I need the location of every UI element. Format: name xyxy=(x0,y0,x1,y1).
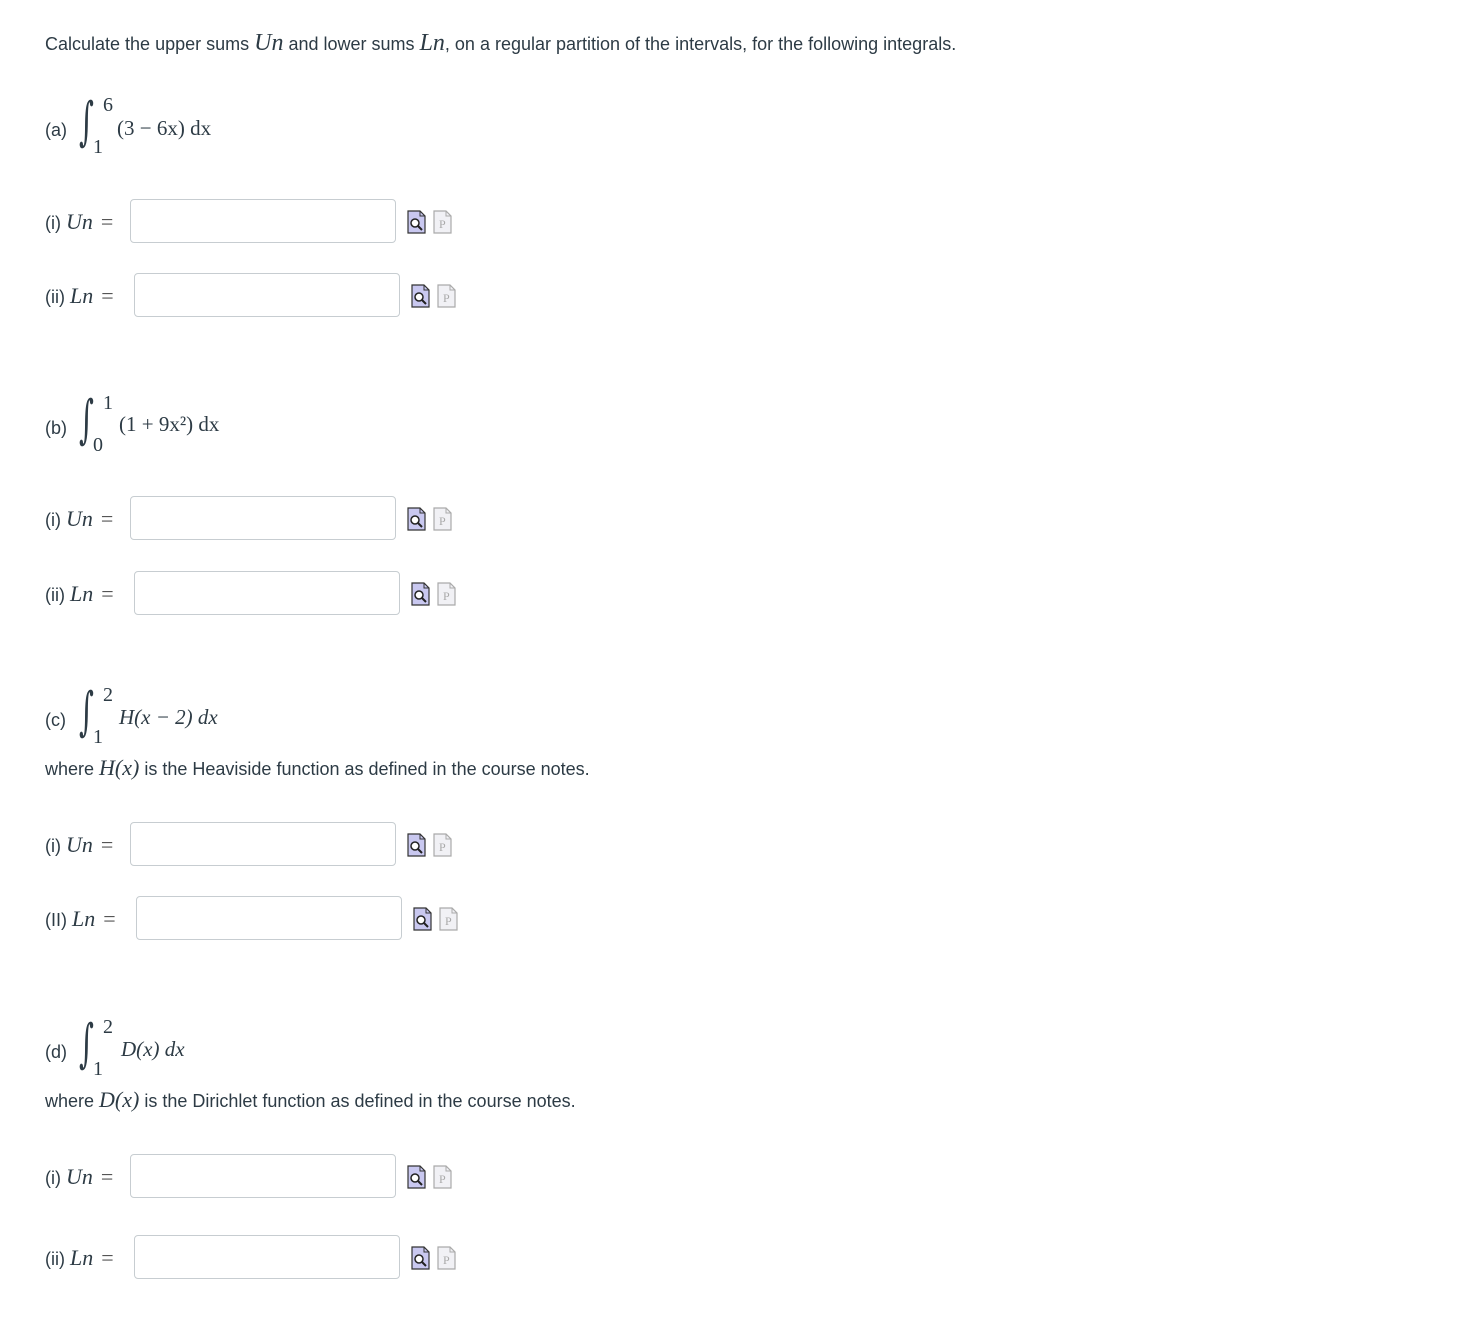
preview-answer-icon[interactable] xyxy=(411,284,430,308)
part-d-note: where D(x) is the Dirichlet function as defined in the course notes. xyxy=(45,1087,576,1112)
svg-text:P: P xyxy=(443,291,450,305)
part-b-upper-sum-input[interactable] xyxy=(130,496,396,540)
svg-text:P: P xyxy=(439,514,446,528)
svg-text:P: P xyxy=(443,589,450,603)
math-palette-icon[interactable] xyxy=(433,1165,452,1189)
part-c-integral: (c) ∫ 2 1 H(x − 2) dx xyxy=(45,682,218,748)
part-a-integral: (a) ∫ 6 1 (3 − 6x) dx xyxy=(45,92,212,158)
preview-answer-icon[interactable] xyxy=(411,1246,430,1270)
instructions: Calculate the upper sums Un and lower sums Ln, on a regular partition of the intervals, for the following integrals. xyxy=(45,30,957,56)
integral-sign: ∫ xyxy=(79,1014,94,1074)
math-palette-icon[interactable] xyxy=(433,507,452,531)
svg-text:P: P xyxy=(439,840,446,854)
part-b-integral: (b) ∫ 1 0 (1 + 9x²) dx xyxy=(45,390,220,456)
lower-sum-symbol: Ln xyxy=(419,30,445,56)
part-c-note: where H(x) is the Heaviside function as defined in the course notes. xyxy=(45,755,590,780)
preview-answer-icon[interactable] xyxy=(407,210,426,234)
math-palette-icon[interactable] xyxy=(439,907,458,931)
preview-answer-icon[interactable] xyxy=(413,907,432,931)
preview-answer-icon[interactable] xyxy=(407,1165,426,1189)
svg-text:P: P xyxy=(445,914,452,928)
math-palette-icon[interactable] xyxy=(437,582,456,606)
math-palette-icon[interactable] xyxy=(437,1246,456,1270)
part-b-lower-sum-input[interactable] xyxy=(134,571,400,615)
svg-text:P: P xyxy=(439,217,446,231)
part-c-upper-sum-input[interactable] xyxy=(130,822,396,866)
preview-answer-icon[interactable] xyxy=(407,833,426,857)
integral-sign: ∫ xyxy=(79,390,94,450)
part-a-upper-sum-input[interactable] xyxy=(130,199,396,243)
part-c-lower-sum-input[interactable] xyxy=(136,896,402,940)
math-palette-icon[interactable] xyxy=(433,833,452,857)
part-d-lower-sum-input[interactable] xyxy=(134,1235,400,1279)
preview-answer-icon[interactable] xyxy=(411,582,430,606)
integral-sign: ∫ xyxy=(79,92,94,152)
part-a-lower-sum-input[interactable] xyxy=(134,273,400,317)
integral-sign: ∫ xyxy=(79,682,94,742)
math-palette-icon[interactable] xyxy=(433,210,452,234)
preview-answer-icon[interactable] xyxy=(407,507,426,531)
upper-sum-symbol: Un xyxy=(254,30,284,56)
part-d-upper-sum-input[interactable] xyxy=(130,1154,396,1198)
svg-text:P: P xyxy=(439,1172,446,1186)
part-d-integral: (d) ∫ 2 1 D(x) dx xyxy=(45,1014,185,1080)
math-palette-icon[interactable] xyxy=(437,284,456,308)
svg-text:P: P xyxy=(443,1253,450,1267)
